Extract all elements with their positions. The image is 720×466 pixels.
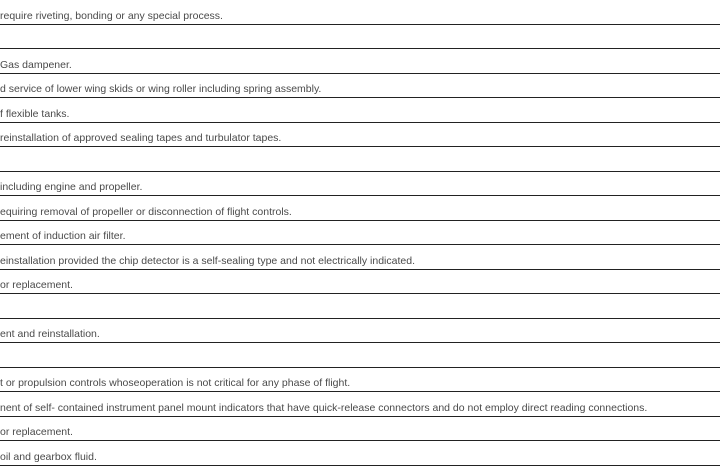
- list-row: [0, 123, 720, 148]
- list-row: [0, 196, 720, 221]
- list-row: [0, 294, 720, 319]
- row-text: f flexible tanks.: [0, 107, 70, 120]
- list-row: [0, 0, 720, 25]
- list-row: [0, 319, 720, 344]
- row-text: equiring removal of propeller or disconnection of flight controls.: [0, 205, 292, 218]
- row-text: Gas dampener.: [0, 58, 72, 71]
- list-row: [0, 147, 720, 172]
- list-row: [0, 245, 720, 270]
- row-text: ent and reinstallation.: [0, 328, 100, 340]
- list-row: [0, 441, 720, 466]
- list-row: [0, 270, 720, 295]
- row-text: t or propulsion controls whoseoperation is not critical for any phase of flight.: [0, 377, 351, 389]
- list-row: [0, 49, 720, 74]
- list-row: [0, 417, 720, 442]
- row-text: reinstallation of approved sealing tapes and turbulator tapes.: [0, 132, 282, 144]
- list-row: [0, 221, 720, 246]
- list-row: [0, 368, 720, 393]
- row-text: nent of self- contained instrument panel mount indicators that have quick-release connectors and do not employ direct reading connections.: [0, 401, 648, 414]
- list-row: [0, 74, 720, 99]
- row-text: or replacement.: [0, 426, 73, 438]
- list-row: [0, 25, 720, 50]
- row-text: oil and gearbox fluid.: [0, 450, 97, 463]
- row-text: including engine and propeller.: [0, 181, 143, 193]
- row-text: d service of lower wing skids or wing roller including spring assembly.: [0, 83, 322, 95]
- row-text: or replacement.: [0, 279, 73, 291]
- list-row: [0, 172, 720, 197]
- list-row: [0, 392, 720, 417]
- row-text: ement of induction air filter.: [0, 230, 126, 242]
- list-row: [0, 343, 720, 368]
- row-text: require riveting, bonding or any special process.: [0, 9, 223, 22]
- list-row: [0, 98, 720, 123]
- row-text: einstallation provided the chip detector is a self-sealing type and not electrically indicated.: [0, 254, 415, 267]
